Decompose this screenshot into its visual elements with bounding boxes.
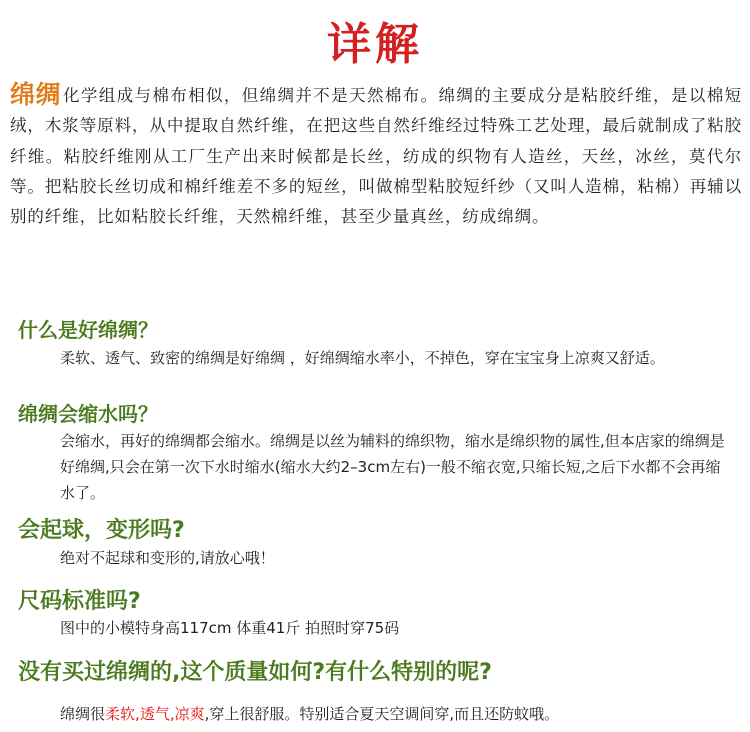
highlight-breathable: 透气	[139, 705, 170, 723]
faq-answer-3: 绝对不起球和变形的,请放心哦！	[60, 549, 275, 567]
faq-answer-1: 柔软、透气、致密的绵绸是好绵绸 ，好绵绸缩水率小，不掉色，穿在宝宝身上凉爽又舒适。	[60, 349, 665, 367]
faq-answer-5-intro: 绵绸很	[60, 705, 106, 723]
faq-answer-4: 图中的小模特身高117cm 体重41斤 拍照时穿75码	[60, 619, 400, 637]
faq-answer-5-rest: ,穿上很舒服。特别适合夏天空调间穿,而且还防蚊哦。	[204, 705, 560, 723]
intro-paragraph	[10, 80, 742, 232]
intro-text: 化学组成与棉布相似，但绵绸并不是天然棉布。绵绸的主要成分是粘胶纤维，是以棉短绒，木浆等原料，从中提取自然纤维，在把这些自然纤维经过特殊工艺处理，最后就制成了粘胶纤维。粘胶纤维刚从工厂生产出来时候都是长丝，纺成的织物有人造丝，天丝，冰丝，莫代尔等。把粘胶长丝切成和棉纤维差不多的短丝，叫做棉型粘胶短纤纱（又叫人造棉，粘棉）再辅以别的纤维，比如粘胶长纤维，天然棉纤维，甚至少量真丝，纺成绵绸。	[10, 86, 742, 227]
faq-answer-5	[60, 701, 735, 727]
faq-answer-2: 会缩水，再好的绵绸都会缩水。绵绸是以丝为辅料的绵织物，缩水是绵织物的属性,但本店家的绵绸是好绵绸,只会在第一次下水时缩水(缩水大约2–3cm左右)一般不缩衣宽,只缩长短,之后下水都不会再缩水了。	[60, 432, 725, 502]
highlight-comma-2: ,	[169, 705, 175, 723]
faq-question-5: 没有买过绵绸的,这个质量如何?有什么特别的呢?	[18, 660, 492, 685]
page-title: 详解	[327, 19, 423, 70]
faq-question-1: 什么是好绵绸？	[18, 318, 158, 342]
faq-question-4: 尺码标准吗?	[18, 589, 141, 614]
intro-lead-term: 绵绸	[10, 80, 61, 109]
faq-question-2: 绵绸会缩水吗？	[18, 402, 158, 426]
highlight-soft: 柔软	[105, 705, 136, 723]
faq-question-3: 会起球，变形吗?	[18, 518, 185, 543]
highlight-cool: 凉爽	[174, 705, 205, 723]
highlight-comma-1: ,	[135, 705, 140, 723]
